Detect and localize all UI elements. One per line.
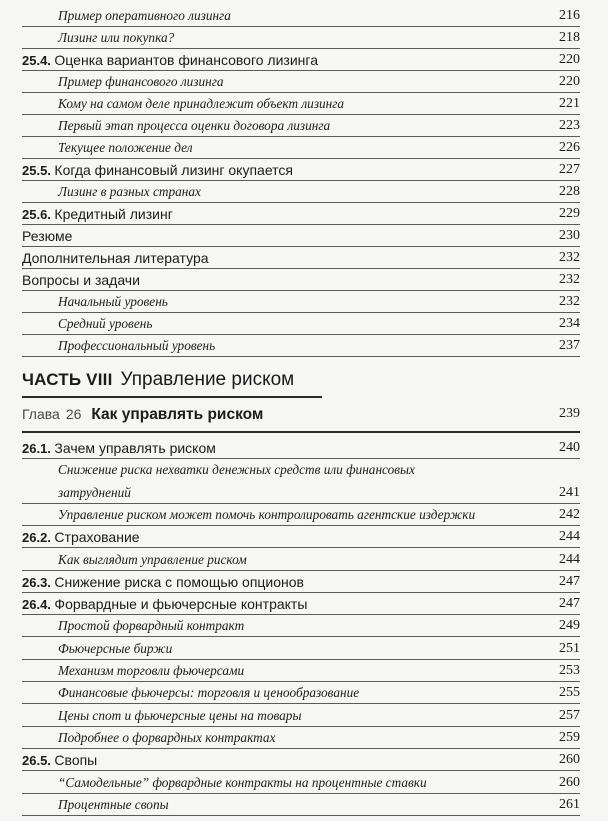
chapter-page: 239 bbox=[559, 406, 580, 421]
page-number: 249 bbox=[559, 618, 580, 634]
section-title: Когда финансовый лизинг окупается bbox=[54, 162, 293, 178]
page-number: 247 bbox=[559, 573, 580, 589]
subsection-title: Текущее положение дел bbox=[58, 140, 193, 155]
page-number: 227 bbox=[559, 162, 580, 177]
toc-entry bbox=[22, 795, 580, 816]
chapter-label: Глава bbox=[22, 406, 60, 422]
section-entry bbox=[22, 204, 173, 226]
section-title: Зачем управлять риском bbox=[54, 440, 216, 456]
page-number: 244 bbox=[559, 529, 580, 545]
entry-title bbox=[22, 226, 72, 248]
page-number: 216 bbox=[559, 8, 580, 23]
page-number: 257 bbox=[559, 707, 580, 723]
page-number: 232 bbox=[559, 272, 580, 287]
page-number: 260 bbox=[559, 752, 580, 768]
subsection-title: Лизинг в разных странах bbox=[58, 184, 201, 199]
toc-entry bbox=[22, 138, 580, 159]
entry-title bbox=[22, 270, 140, 292]
subsection-title: Подробнее о форвардных контрактах bbox=[58, 729, 276, 745]
subsection-title: Цены спот и фьючерсные цены на товары bbox=[58, 707, 302, 723]
entry-title-text: Вопросы и задачи bbox=[22, 272, 140, 288]
page-number: 232 bbox=[559, 250, 580, 265]
section-entry bbox=[22, 527, 140, 549]
toc-entry bbox=[22, 639, 580, 660]
toc-entry bbox=[22, 661, 580, 682]
part-divider bbox=[22, 396, 322, 398]
chapter-heading bbox=[22, 403, 580, 425]
subsection-title: Начальный уровень bbox=[58, 294, 168, 309]
toc-entry bbox=[22, 160, 580, 181]
toc-entry bbox=[22, 706, 580, 727]
page-number: 241 bbox=[559, 484, 580, 500]
section-number: 26.4. bbox=[22, 597, 51, 613]
toc-entry bbox=[22, 28, 580, 49]
subsection-title: Пример финансового лизинга bbox=[58, 74, 224, 89]
subsection-title: Как выглядит управление риском bbox=[58, 551, 247, 567]
page-number: 260 bbox=[559, 774, 580, 790]
subsection-title: “Самодельные” форвардные контракты на процентные ставки bbox=[58, 774, 427, 790]
subsection-title: Первый этап процесса оценки договора лизинга bbox=[58, 118, 331, 133]
toc-entry bbox=[22, 750, 580, 771]
toc-entry bbox=[22, 550, 580, 571]
toc-entry bbox=[22, 683, 580, 704]
section-entry bbox=[22, 438, 216, 460]
subsection-title: Механизм торговли фьючерсами bbox=[58, 663, 245, 678]
section-title: Страхование bbox=[54, 529, 140, 546]
page-number: 237 bbox=[559, 338, 580, 353]
toc-entry bbox=[22, 116, 580, 137]
page-number: 232 bbox=[559, 294, 580, 309]
page-number: 242 bbox=[559, 506, 580, 522]
section-title: Кредитный лизинг bbox=[54, 206, 173, 222]
subsection-title: Снижение риска нехватки денежных средств или финансовых bbox=[58, 462, 415, 478]
page-number: 226 bbox=[559, 140, 580, 155]
section-title: Снижение риска с помощью опционов bbox=[54, 573, 304, 590]
toc-entry bbox=[22, 50, 580, 71]
section-entry bbox=[22, 160, 293, 182]
chapter-number: 26 bbox=[65, 406, 82, 422]
part-title: Управление риском bbox=[120, 369, 295, 390]
subsection-title: Фьючерсные биржи bbox=[58, 640, 173, 656]
toc-entry bbox=[22, 773, 580, 794]
chapter-divider bbox=[22, 431, 580, 433]
section-number: 26.1. bbox=[22, 441, 51, 456]
page-number: 244 bbox=[559, 551, 580, 567]
toc-entry bbox=[22, 94, 580, 115]
section-title: Свопы bbox=[54, 752, 98, 769]
page-number: 253 bbox=[559, 663, 580, 678]
section-number: 26.2. bbox=[22, 530, 51, 546]
page-number: 220 bbox=[559, 74, 580, 89]
toc-entry bbox=[22, 248, 580, 269]
page-number: 259 bbox=[559, 729, 580, 745]
toc-entry bbox=[22, 460, 580, 480]
toc-entry bbox=[22, 292, 580, 313]
entry-title-text: Дополнительная литература bbox=[22, 250, 209, 266]
section-number: 26.3. bbox=[22, 574, 51, 590]
section-number: 25.4. bbox=[22, 53, 51, 68]
subsection-title: Средний уровень bbox=[58, 316, 153, 331]
toc-entry bbox=[22, 336, 580, 357]
subsection-title: Простой форвардный контракт bbox=[58, 618, 245, 634]
page-number: 229 bbox=[559, 206, 580, 221]
page-number: 240 bbox=[559, 440, 580, 455]
toc-entry bbox=[22, 438, 580, 459]
page-number: 255 bbox=[559, 685, 580, 701]
subsection-title: Лизинг или покупка? bbox=[58, 30, 175, 45]
toc-entry bbox=[22, 6, 580, 27]
page-number: 247 bbox=[559, 596, 580, 612]
section-number: 25.6. bbox=[22, 207, 51, 222]
subsection-title: Процентные свопы bbox=[58, 796, 169, 812]
toc-entry bbox=[22, 72, 580, 93]
page-number: 223 bbox=[559, 118, 580, 133]
toc-entry bbox=[22, 527, 580, 548]
toc-entry bbox=[22, 182, 580, 203]
page-number: 234 bbox=[559, 316, 580, 331]
toc-entry bbox=[22, 505, 580, 526]
subsection-title: Профессиональный уровень bbox=[58, 338, 216, 353]
subsection-title: Кому на самом деле принадлежит объект лизинга bbox=[58, 96, 345, 111]
subsection-title: Финансовые фьючерсы: торговля и ценообразование bbox=[58, 685, 360, 701]
page-number: 220 bbox=[559, 52, 580, 67]
section-entry bbox=[22, 594, 307, 616]
page-number: 228 bbox=[559, 184, 580, 199]
part-heading bbox=[22, 368, 294, 392]
subsection-title: Пример оперативного лизинга bbox=[58, 8, 231, 23]
entry-title-text: Резюме bbox=[22, 228, 73, 244]
toc-entry bbox=[22, 594, 580, 615]
subsection-title: затруднений bbox=[58, 484, 131, 500]
subsection-title: Управление риском может помочь контролировать агентские издержки bbox=[58, 506, 476, 522]
page-number: 218 bbox=[559, 30, 580, 45]
chapter-title: Как управлять риском bbox=[91, 406, 264, 423]
toc-entry bbox=[22, 270, 580, 291]
section-number: 25.5. bbox=[22, 163, 51, 178]
section-entry bbox=[22, 750, 97, 772]
part-label: ЧАСТЬ VIII bbox=[22, 370, 113, 389]
section-entry bbox=[22, 50, 318, 72]
section-title: Форвардные и фьючерсные контракты bbox=[54, 596, 308, 613]
toc-entry bbox=[22, 616, 580, 637]
page-number: 251 bbox=[559, 640, 580, 656]
section-entry bbox=[22, 572, 304, 594]
toc-entry bbox=[22, 483, 580, 504]
entry-title bbox=[22, 248, 209, 270]
toc-entry bbox=[22, 728, 580, 749]
page-number: 221 bbox=[559, 96, 580, 111]
page-number: 261 bbox=[559, 796, 580, 812]
section-title: Оценка вариантов финансового лизинга bbox=[54, 52, 318, 68]
toc-entry bbox=[22, 226, 580, 247]
page-number: 230 bbox=[559, 228, 580, 243]
section-number: 26.5. bbox=[22, 753, 51, 769]
toc-entry bbox=[22, 572, 580, 593]
toc-entry bbox=[22, 204, 580, 225]
toc-entry bbox=[22, 314, 580, 335]
